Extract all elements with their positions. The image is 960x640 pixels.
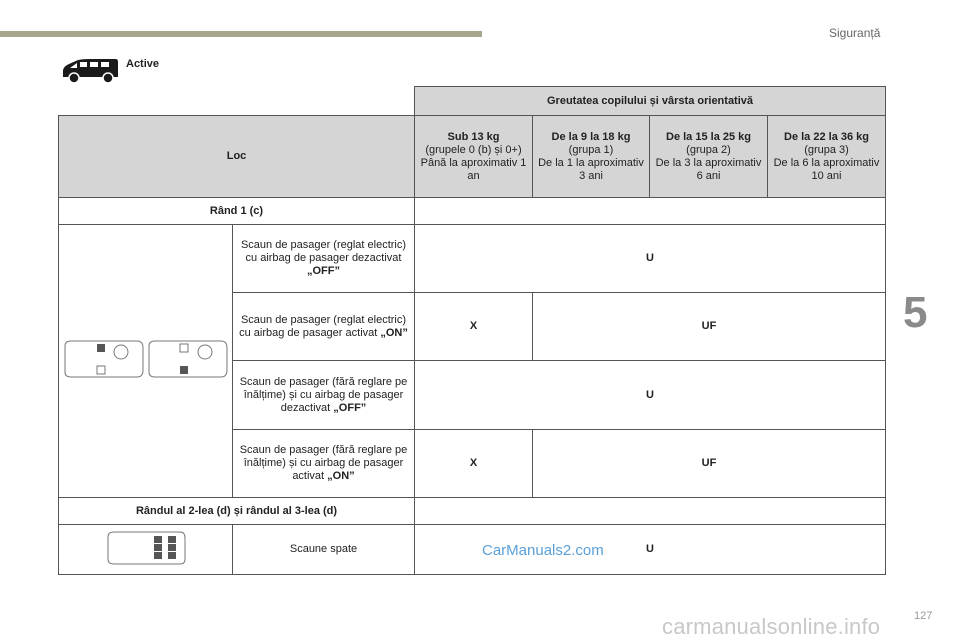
weight-col-0: Sub 13 kg (grupele 0 (b) și 0+) Până la aproximativ 1 an	[415, 116, 533, 198]
front-seat-diagram-cell	[59, 225, 233, 498]
van-icon	[60, 57, 120, 85]
seat-value-1a: X	[415, 293, 533, 361]
blank-corner	[59, 87, 415, 116]
seat-desc-0: Scaun de pasager (reglat electric) cu airbag de pasager dezactivat „OFF”	[233, 225, 415, 293]
rear-seat-diagram-icon	[104, 529, 188, 567]
row23-title-empty	[415, 498, 886, 525]
weight-col-2: De la 15 la 25 kg (grupa 2) De la 3 la aproximativ 6 ani	[650, 116, 768, 198]
footer-watermark: carmanualsonline.info	[662, 614, 881, 639]
rear-desc: Scaune spate	[233, 525, 415, 575]
active-label: Active	[126, 58, 160, 70]
seat-value-2: U	[415, 361, 886, 430]
section-title: Siguranță	[829, 26, 881, 40]
seat-desc-2: Scaun de pasager (fără reglare pe înălțime) și cu airbag de pasager dezactivat „OFF”	[233, 361, 415, 430]
weight-col-3: De la 22 la 36 kg (grupa 3) De la 6 la aproximativ 10 ani	[768, 116, 886, 198]
row23-title: Rândul al 2-lea (d) și rândul al 3-lea (d)	[59, 498, 415, 525]
seat-value-3b: UF	[533, 430, 886, 498]
seat-desc-3: Scaun de pasager (fără reglare pe înălțime) și cu airbag de pasager activat „ON”	[233, 430, 415, 498]
weight-col-1: De la 9 la 18 kg (grupa 1) De la 1 la aproximativ 3 ani	[533, 116, 650, 198]
seat-value-1b: UF	[533, 293, 886, 361]
row1-title: Rând 1 (c)	[59, 198, 415, 225]
seat-value-0: U	[415, 225, 886, 293]
header-bar	[0, 31, 482, 37]
child-seat-table	[58, 86, 886, 575]
group-header: Greutatea copilului și vârsta orientativă	[415, 87, 886, 116]
seat-value-3a: X	[415, 430, 533, 498]
rear-value: U	[415, 525, 886, 575]
loc-header: Loc	[59, 116, 415, 198]
page-number: 127	[914, 610, 933, 622]
row1-title-empty	[415, 198, 886, 225]
front-seat-diagram-icon	[63, 338, 229, 380]
carmanuals-watermark: CarManuals2.com	[482, 542, 604, 559]
seat-desc-1: Scaun de pasager (reglat electric) cu airbag de pasager activat „ON”	[233, 293, 415, 361]
rear-seat-diagram-cell	[59, 525, 233, 575]
chapter-number: 5	[903, 288, 928, 337]
